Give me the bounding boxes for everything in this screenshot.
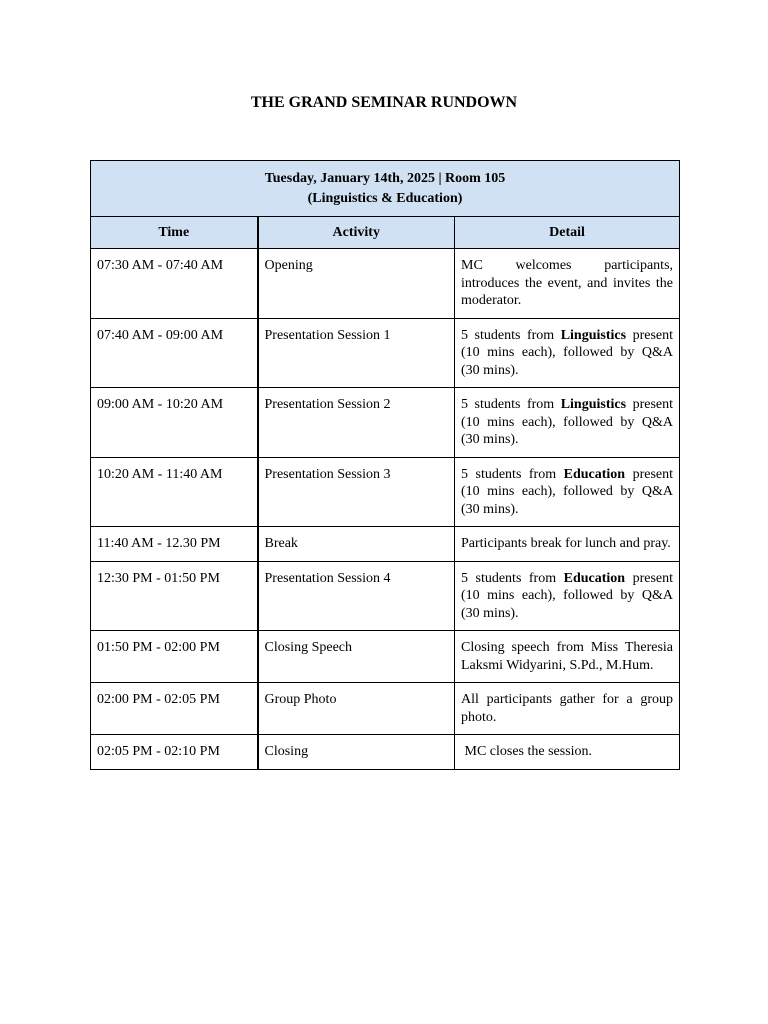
row-activity: Presentation Session 2	[258, 388, 455, 458]
table-row	[91, 631, 680, 683]
detail-text: MC welcomes participants, introduces the event, and invites the moderator.	[461, 258, 674, 308]
row-detail	[455, 683, 680, 735]
row-detail	[455, 561, 680, 631]
detail-text: All participants gather for a group photo.	[461, 692, 674, 725]
table-row	[91, 527, 680, 562]
detail-text: Participants break for lunch and pray.	[461, 536, 671, 551]
table-row	[91, 318, 680, 388]
banner-subjects: (Linguistics & Education)	[307, 190, 463, 206]
detail-text: 5 students from	[461, 570, 564, 586]
row-time: 07:30 AM - 07:40 AM	[91, 249, 258, 319]
table-row	[91, 388, 680, 458]
row-activity: Opening	[258, 249, 455, 319]
row-time: 11:40 AM - 12.30 PM	[91, 527, 258, 562]
row-activity: Presentation Session 1	[258, 318, 455, 388]
row-activity: Closing Speech	[258, 631, 455, 683]
row-detail	[455, 735, 680, 770]
column-header-time: Time	[91, 217, 258, 249]
row-time: 12:30 PM - 01:50 PM	[91, 561, 258, 631]
row-activity: Presentation Session 3	[258, 457, 455, 527]
rundown-table	[90, 160, 680, 770]
row-detail	[455, 388, 680, 458]
table-banner-row	[91, 161, 680, 217]
table-row	[91, 457, 680, 527]
table-banner	[91, 161, 680, 217]
detail-text-end: present (10 mins each), followed by Q&A (30 mins).	[461, 397, 674, 447]
row-activity: Closing	[258, 735, 455, 770]
row-activity: Break	[258, 527, 455, 562]
column-header-activity: Activity	[258, 217, 455, 249]
detail-text-end: present (10 mins each), followed by Q&A (30 mins).	[461, 570, 674, 621]
row-time: 01:50 PM - 02:00 PM	[91, 631, 258, 683]
detail-text: 5 students from	[461, 327, 561, 343]
row-time: 07:40 AM - 09:00 AM	[91, 318, 258, 388]
row-activity: Group Photo	[258, 683, 455, 735]
table-row	[91, 561, 680, 631]
detail-department: Education	[563, 466, 626, 482]
detail-text-end: present (10 mins each), followed by Q&A (30 mins).	[461, 327, 674, 378]
detail-department: Linguistics	[560, 397, 627, 412]
column-header-row	[91, 217, 680, 249]
table-row	[91, 683, 680, 735]
row-activity: Presentation Session 4	[258, 561, 455, 631]
table-row	[91, 249, 680, 319]
row-detail	[455, 249, 680, 319]
detail-text: Closing speech from Miss Theresia Laksmi Widyarini, S.Pd., M.Hum.	[461, 640, 674, 673]
row-time: 10:20 AM - 11:40 AM	[91, 457, 258, 527]
detail-text: 5 students from	[461, 397, 561, 412]
row-detail	[455, 318, 680, 388]
row-detail	[455, 457, 680, 527]
row-detail	[455, 527, 680, 562]
detail-text: 5 students from	[461, 466, 564, 482]
column-header-detail: Detail	[455, 217, 680, 249]
detail-text: MC closes the session.	[461, 744, 593, 759]
table-row	[91, 735, 680, 770]
page-title: THE GRAND SEMINAR RUNDOWN	[250, 94, 518, 111]
row-time: 02:05 PM - 02:10 PM	[91, 735, 258, 770]
row-detail	[455, 631, 680, 683]
banner-date-room: Tuesday, January 14th, 2025 | Room 105	[264, 170, 506, 186]
row-time: 02:00 PM - 02:05 PM	[91, 683, 258, 735]
row-time: 09:00 AM - 10:20 AM	[91, 388, 258, 458]
detail-department: Linguistics	[560, 327, 627, 343]
detail-department: Education	[563, 570, 626, 586]
detail-text-end: present (10 mins each), followed by Q&A (30 mins).	[461, 466, 674, 517]
